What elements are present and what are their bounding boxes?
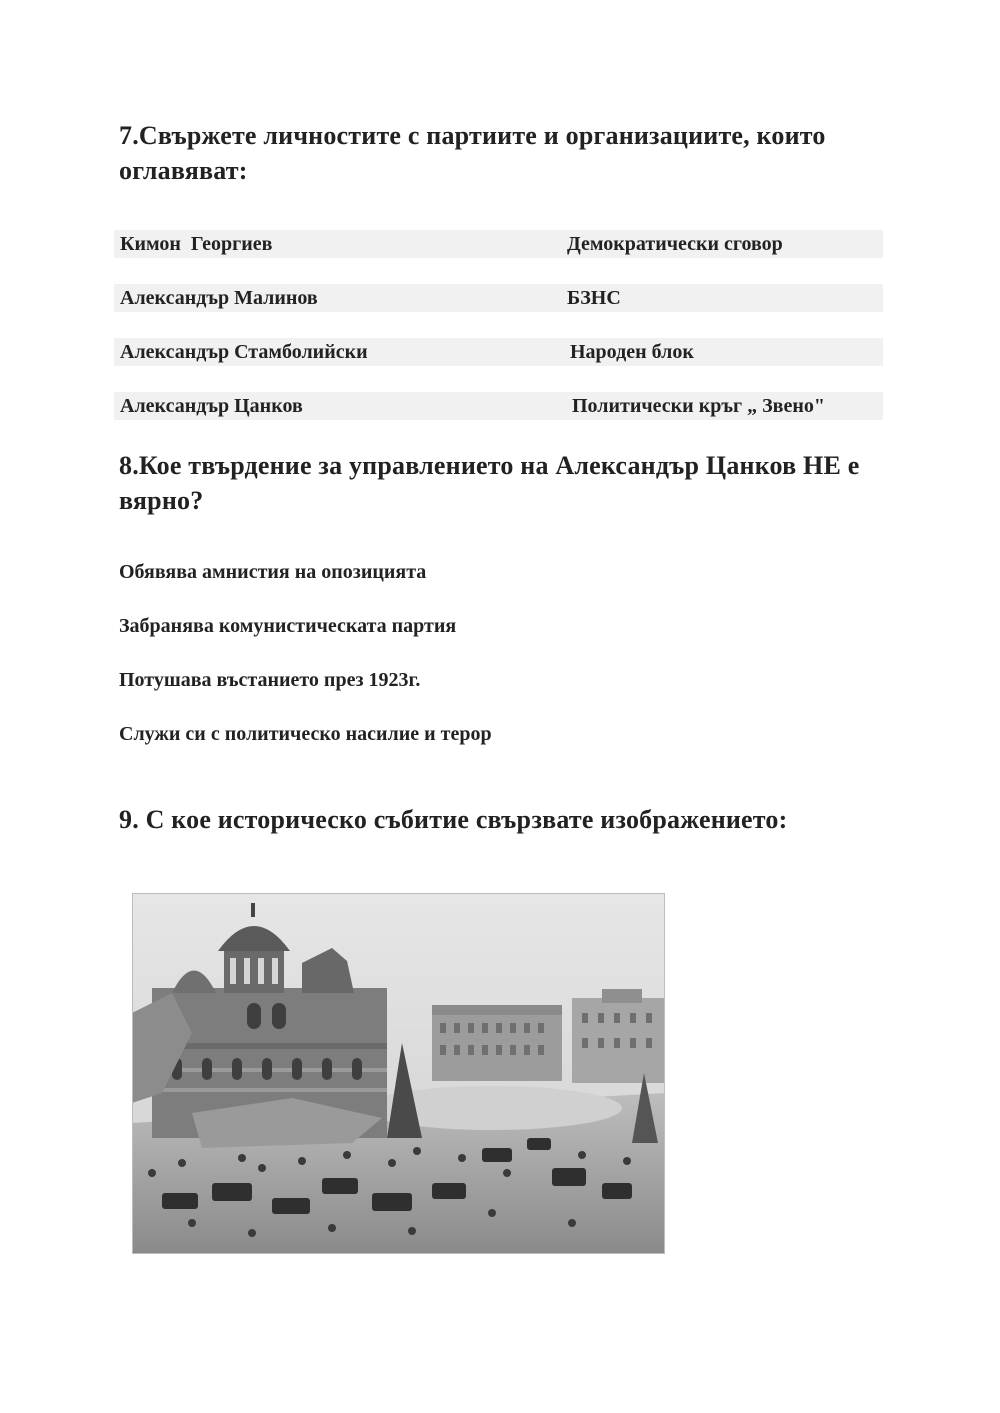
question-8-title: 8.Кое твърдение за управлението на Александър Цанков НЕ е вярно?	[119, 451, 860, 515]
answer-option-4[interactable]: Служи си с политическо насилие и терор	[119, 723, 492, 745]
party-label[interactable]: Демократически сговор	[567, 233, 783, 255]
answer-option-2[interactable]: Забранява комунистическата партия	[119, 615, 457, 637]
person-label[interactable]: Александър Малинов	[120, 287, 318, 309]
person-label[interactable]: Александър Цанков	[120, 395, 303, 417]
match-row-4[interactable]	[114, 392, 883, 420]
party-label[interactable]: Политически кръг „ Звено"	[572, 395, 825, 417]
photo-illustration-icon	[132, 893, 665, 1254]
answer-option-3[interactable]: Потушава въстанието през 1923г.	[119, 669, 421, 691]
party-label[interactable]: БЗНС	[567, 287, 621, 309]
historical-photo	[132, 893, 665, 1254]
party-label[interactable]: Народен блок	[570, 341, 694, 363]
match-row-3[interactable]	[114, 338, 883, 366]
person-label[interactable]: Александър Стамболийски	[120, 341, 368, 363]
match-row-1[interactable]	[114, 230, 883, 258]
question-7-title: 7.Свържете личностите с партиите и организациите, които оглавяват:	[119, 121, 826, 185]
question-9-title: 9. С кое историческо събитие свързвате изображението:	[119, 805, 788, 834]
answer-option-1[interactable]: Обявява амнистия на опозицията	[119, 561, 427, 583]
match-row-2[interactable]	[114, 284, 883, 312]
person-label[interactable]: Кимон Георгиев	[120, 233, 273, 255]
